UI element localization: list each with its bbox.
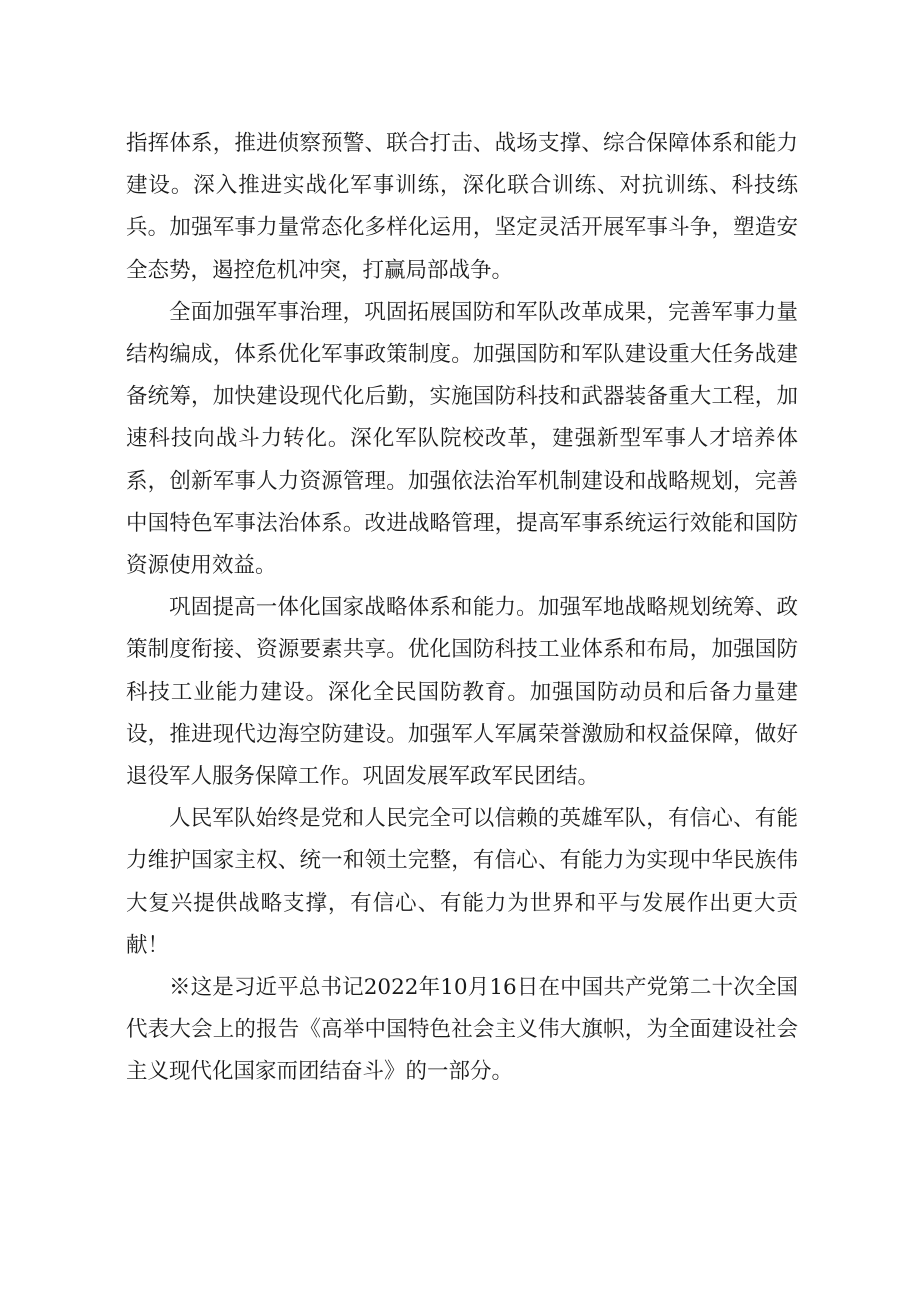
paragraph-4: 人民军队始终是党和人民完全可以信赖的英雄军队，有信心、有能力维护国家主权、统一和领土完整，有信心、有能力为实现中华民族伟大复兴提供战略支撑，有信心、有能力为世界和平与发展作出更大贡献！: [126, 806, 798, 958]
paragraph-5-footnote: ※这是习近平总书记2022年10月16日在中国共产党第二十次全国代表大会上的报告《高举中国特色社会主义伟大旗帜，为全面建设社会主义现代化国家而团结奋斗》的一部分。: [126, 975, 798, 1085]
paragraph-3: 巩固提高一体化国家战略体系和能力。加强军地战略规划统筹、政策制度衔接、资源要素共享。优化国防科技工业体系和布局，加强国防科技工业能力建设。深化全民国防教育。加强国防动员和后备力量建设，推进现代边海空防建设。加强军人军属荣誉激励和权益保障，做好退役军人服务保障工作。巩固发展军政军民团结。: [126, 595, 798, 790]
paragraph-2: 全面加强军事治理，巩固拓展国防和军队改革成果，完善军事力量结构编成，体系优化军事政策制度。加强国防和军队建设重大任务战建备统筹，加快建设现代化后勤，实施国防科技和武器装备重大工程，加速科技向战斗力转化。深化军队院校改革，建强新型军事人才培养体系，创新军事人力资源管理。加强依法治军机制建设和战略规划，完善中国特色军事法治体系。改进战略管理，提高军事系统运行效能和国防资源使用效益。: [126, 299, 798, 579]
document-body: [126, 123, 798, 1094]
paragraph-1: 指挥体系，推进侦察预警、联合打击、战场支撑、综合保障体系和能力建设。深入推进实战化军事训练，深化联合训练、对抗训练、科技练兵。加强军事力量常态化多样化运用，坚定灵活开展军事斗争，塑造安全态势，遏控危机冲突，打赢局部战争。: [126, 131, 798, 283]
